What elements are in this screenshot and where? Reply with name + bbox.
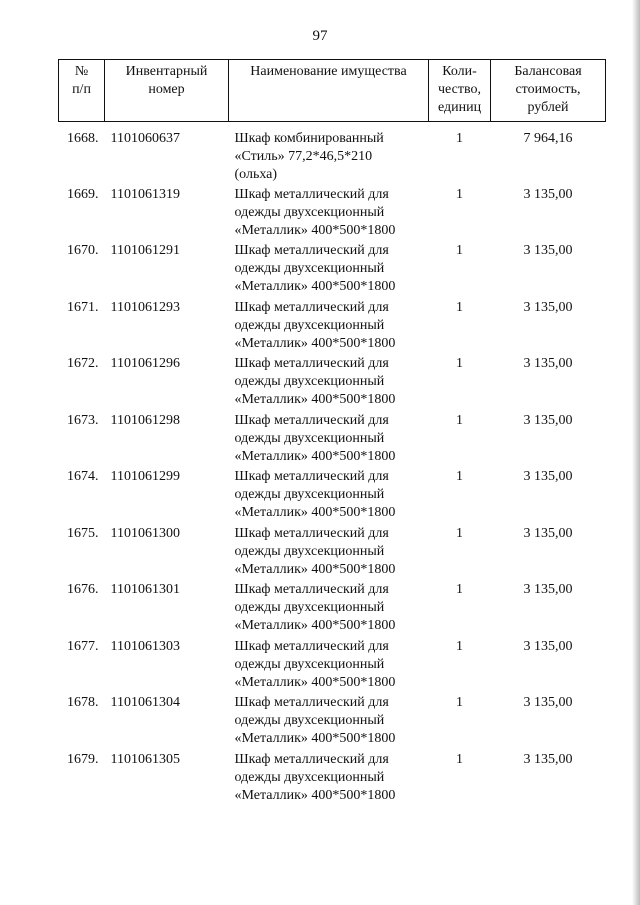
table-header <box>59 60 606 122</box>
row-number: 1669. <box>67 186 99 202</box>
item-quantity: 1 <box>456 186 463 202</box>
scan-edge-shadow <box>632 0 640 905</box>
item-quantity: 1 <box>456 469 463 484</box>
header-cost: Балансовая стоимость, рублей <box>491 60 606 122</box>
row-number: 1673. <box>67 412 99 428</box>
row-number: 1676. <box>67 582 99 597</box>
item-cost: 3 135,00 <box>523 751 573 767</box>
row-number: 1678. <box>67 695 99 710</box>
item-quantity: 1 <box>456 356 463 371</box>
table-row <box>59 751 606 808</box>
row-number: 1668. <box>67 131 99 146</box>
header-row <box>59 60 606 122</box>
table-row <box>59 694 606 751</box>
item-quantity: 1 <box>456 131 463 146</box>
row-number: 1679. <box>67 751 99 767</box>
row-number: 1670. <box>67 243 99 258</box>
table-row <box>59 638 606 695</box>
header-name: Наименование имущества <box>229 60 429 122</box>
inventory-number: 1101061301 <box>110 582 180 597</box>
item-name: Шкаф металлический для одежды двухсекционный «Металлик» 400*500*1800 <box>234 186 396 238</box>
item-quantity: 1 <box>456 638 463 654</box>
table-row <box>59 299 606 356</box>
item-cost: 3 135,00 <box>523 356 573 371</box>
item-name: Шкаф металлический для одежды двухсекционный «Металлик» 400*500*1800 <box>234 638 396 690</box>
item-name: Шкаф металлический для одежды двухсекционный «Металлик» 400*500*1800 <box>234 582 396 633</box>
inventory-table <box>58 59 606 807</box>
item-name: Шкаф металлический для одежды двухсекционный «Металлик» 400*500*1800 <box>234 243 396 294</box>
item-quantity: 1 <box>456 299 463 315</box>
item-cost: 7 964,16 <box>523 131 573 146</box>
item-name: Шкаф металлический для одежды двухсекционный «Металлик» 400*500*1800 <box>234 412 396 464</box>
item-cost: 3 135,00 <box>523 299 573 315</box>
item-name: Шкаф металлический для одежды двухсекционный «Металлик» 400*500*1800 <box>234 751 396 803</box>
table-row <box>59 581 606 638</box>
item-cost: 3 135,00 <box>523 582 573 597</box>
table-row <box>59 186 606 243</box>
table-row <box>59 525 606 582</box>
table-body <box>59 122 606 808</box>
inventory-number: 1101061305 <box>110 751 180 767</box>
item-cost: 3 135,00 <box>523 525 573 541</box>
item-cost: 3 135,00 <box>523 638 573 654</box>
table-row <box>59 468 606 525</box>
item-name: Шкаф металлический для одежды двухсекционный «Металлик» 400*500*1800 <box>234 356 396 407</box>
row-number: 1672. <box>67 356 99 371</box>
item-quantity: 1 <box>456 751 463 767</box>
item-name: Шкаф металлический для одежды двухсекционный «Металлик» 400*500*1800 <box>234 469 396 520</box>
item-name: Шкаф металлический для одежды двухсекционный «Металлик» 400*500*1800 <box>234 695 396 746</box>
table-row <box>59 242 606 299</box>
inventory-number: 1101061298 <box>110 412 180 428</box>
item-name: Шкаф комбинированный «Стиль» 77,2*46,5*210 (ольха) <box>234 131 384 182</box>
item-cost: 3 135,00 <box>523 469 573 484</box>
row-number: 1677. <box>67 638 99 654</box>
item-name: Шкаф металлический для одежды двухсекционный «Металлик» 400*500*1800 <box>234 525 396 577</box>
item-quantity: 1 <box>456 525 463 541</box>
inventory-number: 1101061319 <box>110 186 180 202</box>
inventory-number: 1101061299 <box>110 469 180 484</box>
inventory-number: 1101061291 <box>110 243 180 258</box>
row-number: 1671. <box>67 299 99 315</box>
item-cost: 3 135,00 <box>523 412 573 428</box>
header-quantity: Коли- чество, единиц <box>429 60 491 122</box>
table-row <box>59 412 606 469</box>
item-quantity: 1 <box>456 582 463 597</box>
header-inventory: Инвентарный номер <box>105 60 229 122</box>
item-name: Шкаф металлический для одежды двухсекционный «Металлик» 400*500*1800 <box>234 299 396 351</box>
inventory-number: 1101061296 <box>110 356 180 371</box>
inventory-number: 1101061300 <box>110 525 180 541</box>
item-cost: 3 135,00 <box>523 186 573 202</box>
page-number: 97 <box>312 28 328 44</box>
inventory-number: 1101061304 <box>110 695 180 710</box>
row-number: 1675. <box>67 525 99 541</box>
table-row <box>59 122 606 186</box>
row-number: 1674. <box>67 469 99 484</box>
inventory-number: 1101061293 <box>110 299 180 315</box>
table-row <box>59 355 606 412</box>
item-quantity: 1 <box>456 243 463 258</box>
item-cost: 3 135,00 <box>523 243 573 258</box>
item-cost: 3 135,00 <box>523 695 573 710</box>
inventory-number: 1101061303 <box>110 638 180 654</box>
item-quantity: 1 <box>456 695 463 710</box>
item-quantity: 1 <box>456 412 463 428</box>
inventory-number: 1101060637 <box>110 131 180 146</box>
header-num: № п/п <box>59 60 105 122</box>
